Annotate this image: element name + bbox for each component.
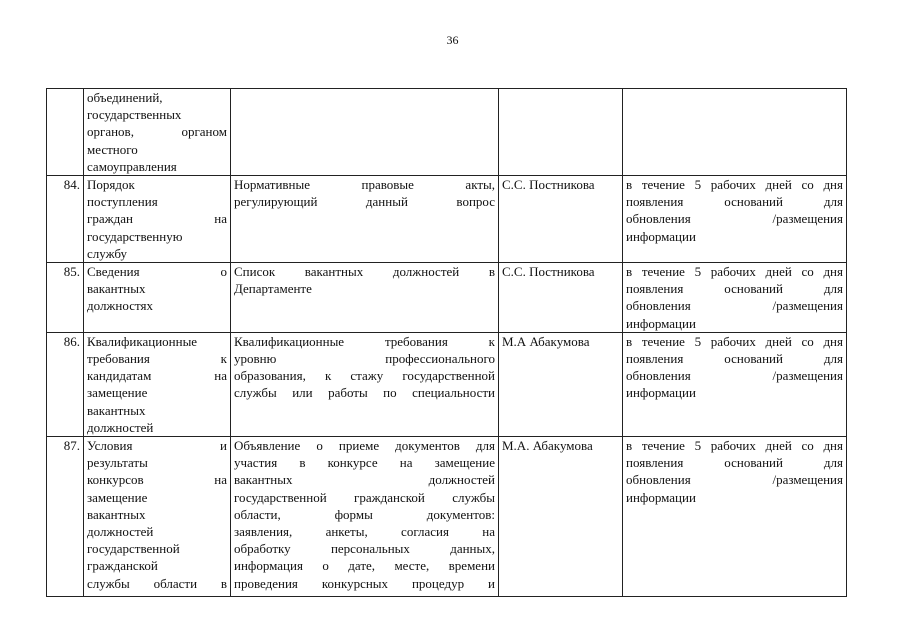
text-line: замещение [87,489,148,505]
text-line: требования к [87,351,227,367]
text-line: результаты [87,455,148,471]
text-line: должностей [87,419,154,435]
text-line: в течение 5 рабочих дней со дня [626,177,843,193]
topic-cell [84,332,231,436]
text-line: в течение 5 рабочих дней со дня [626,264,843,280]
text-line: самоуправления [87,158,177,174]
text-line: обновления /размещения [626,472,843,488]
deadline-cell [623,176,847,263]
text-line: информации [626,385,696,401]
text-line: информации [626,489,696,505]
row-number: 84. [47,176,84,263]
text-line: появления оснований для [626,194,843,210]
content-cell [231,263,499,333]
text-line: службу [87,245,128,261]
responsible-cell [499,89,623,176]
row-number: 87. [47,437,84,597]
deadline-cell [623,332,847,436]
text-line: Порядок [87,177,135,193]
deadline-cell [623,437,847,597]
text-line: участия в конкурсе на замещение [234,455,495,471]
text-line: обновления /размещения [626,368,843,384]
text-line: обработку персональных данных, [234,541,495,557]
text-line: появления оснований для [626,281,843,297]
text-line: Квалификационные [87,333,198,349]
row-number: 86. [47,332,84,436]
text-line: государственных [87,107,182,123]
text-line: вакантных [87,402,146,418]
text-line: замещение [87,385,148,401]
text-line: появления оснований для [626,455,843,471]
topic-cell [84,89,231,176]
text-line: Условия и [87,438,227,454]
text-line: обновления /размещения [626,298,843,314]
text-line: Департаменте [234,281,312,297]
content-cell [231,89,499,176]
text-line: образования, к стажу государственной [234,368,495,384]
document-table [46,88,847,597]
responsible-cell: М.А. Абакумова [499,437,623,597]
topic-cell [84,263,231,333]
text-line: заявления, анкеты, согласия на [234,524,495,540]
text-line: Сведения о [87,264,227,280]
text-line: должностей [87,524,154,540]
text-line: появления оснований для [626,351,843,367]
responsible-cell: С.С. Постникова [499,176,623,263]
text-line: государственную [87,228,183,244]
deadline-cell [623,89,847,176]
topic-cell [84,176,231,263]
topic-cell [84,437,231,597]
text-line: поступления [87,194,158,210]
text-line: вакантных [87,281,146,297]
text-line: местного [87,141,138,157]
table-row [47,332,847,436]
content-cell [231,176,499,263]
row-number: 85. [47,263,84,333]
text-line: области, формы документов: [234,506,495,522]
text-line: службы или работы по специальности [234,385,495,401]
text-line: Квалификационные требования к [234,333,495,349]
text-line: конкурсов на [87,472,227,488]
table-row [47,176,847,263]
text-line: информация о дате, месте, времени [234,558,495,574]
text-line: в течение 5 рабочих дней со дня [626,333,843,349]
text-line: Нормативные правовые акты, [234,177,495,193]
deadline-cell [623,263,847,333]
text-line: государственной [87,541,180,557]
text-line: обновления /размещения [626,211,843,227]
text-line: объединений, [87,90,163,105]
text-line: Список вакантных должностей в [234,264,495,280]
content-cell [231,332,499,436]
text-line: граждан на [87,211,227,227]
text-line: органов, органом [87,124,227,140]
text-line: информации [626,315,696,331]
text-line: должностях [87,298,153,314]
table-row [47,89,847,176]
content-cell [231,437,499,597]
text-line: проведения конкурсных процедур и [234,575,495,591]
row-number [47,89,84,176]
responsible-cell: М.А Абакумова [499,332,623,436]
text-line: службы области в [87,575,227,591]
text-line: вакантных [87,506,146,522]
text-line: уровню профессионального [234,351,495,367]
text-line: информации [626,228,696,244]
responsible-cell: С.С. Постникова [499,263,623,333]
text-line: вакантных должностей [234,472,495,488]
text-line: кандидатам на [87,368,227,384]
text-line: регулирующий данный вопрос [234,194,495,210]
text-line: Объявление о приеме документов для [234,438,495,454]
table-row [47,263,847,333]
text-line: государственной гражданской службы [234,489,495,505]
page-number: 36 [446,33,459,47]
text-line: гражданской [87,558,158,574]
text-line: в течение 5 рабочих дней со дня [626,438,843,454]
table-row [47,437,847,597]
